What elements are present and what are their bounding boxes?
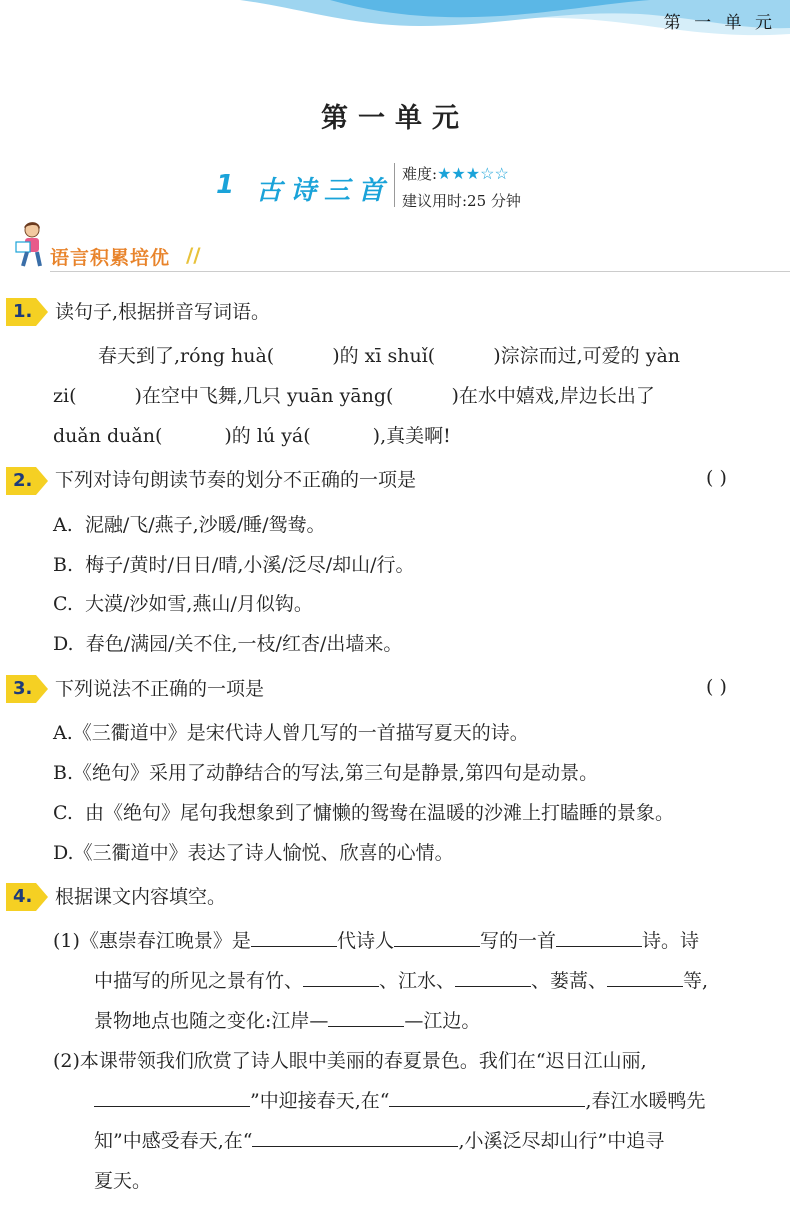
q2-stem: 下列对诗句朗读节奏的划分不正确的一项是	[55, 469, 417, 491]
q4-part2-line1: (2)本课带领我们欣赏了诗人眼中美丽的春夏景色。我们在“迟日江山丽,	[53, 1050, 647, 1072]
question-badge-1: 1.	[6, 298, 46, 326]
q3-option-d: D.《三衢道中》表达了诗人愉悦、欣喜的心情。	[53, 842, 454, 864]
fill-blank[interactable]	[607, 968, 683, 987]
corner-unit-label: 第 一 单 元	[663, 13, 776, 33]
q4-part1-line1: (1)《惠崇春江晚景》是 代诗人 写的一首 诗。诗	[53, 930, 699, 952]
suggested-time: 建议用时:25 分钟	[402, 192, 521, 210]
q4-stem: 根据课文内容填空。	[55, 886, 227, 908]
fill-blank[interactable]	[94, 1088, 250, 1107]
question-badge-3: 3.	[6, 675, 46, 703]
difficulty-label: 难度:	[402, 165, 438, 183]
reading-girl-icon	[8, 220, 52, 270]
section-title: 语言积累培优	[50, 247, 171, 269]
q2-option-a: A. 泥融/飞/燕子,沙暖/睡/鸳鸯。	[53, 514, 326, 536]
q2-option-b: B. 梅子/黄时/日日/晴,小溪/泛尽/却山/行。	[53, 554, 415, 576]
lesson-title: 古诗三首	[256, 176, 393, 206]
q1-line1: 春天到了,róng huà( )的 xī shuǐ( )淙淙而过,可爱的 yàn	[98, 345, 681, 367]
section-slash-decoration: //	[186, 243, 201, 267]
q3-answer-paren: ( )	[706, 676, 727, 698]
difficulty-stars: ★★★☆☆	[437, 164, 509, 183]
question-badge-2: 2.	[6, 467, 46, 495]
q4-part2-line4: 夏天。	[94, 1170, 152, 1192]
question-badge-4: 4.	[6, 883, 46, 911]
lesson-number: 1	[216, 170, 235, 200]
q1-line2: zi( )在空中飞舞,几只 yuān yāng( )在水中嬉戏,岸边长出了	[53, 385, 655, 407]
q4-part2-line2: ”中迎接春天,在“ ,春江水暖鸭先	[94, 1088, 706, 1114]
fill-blank[interactable]	[303, 968, 379, 987]
q2-option-d: D. 春色/满园/关不住,一枝/红杏/出墙来。	[53, 633, 403, 655]
fill-blank[interactable]	[251, 928, 337, 947]
fill-blank[interactable]	[394, 928, 480, 947]
q1-line3: duǎn duǎn( )的 lú yá( ),真美啊!	[53, 425, 451, 447]
lesson-divider	[394, 163, 395, 207]
q4-part2-line3: 知”中感受春天,在“ ,小溪泛尽却山行”中追寻	[94, 1130, 665, 1152]
q1-stem: 读句子,根据拼音写词语。	[55, 301, 271, 323]
q3-option-c: C. 由《绝句》尾句我想象到了慵懒的鸳鸯在温暖的沙滩上打瞌睡的景象。	[53, 802, 675, 824]
q3-option-a: A.《三衢道中》是宋代诗人曾几写的一首描写夏天的诗。	[53, 722, 529, 744]
fill-blank[interactable]	[556, 928, 642, 947]
q4-part1-line3: 景物地点也随之变化:江岸— —江边。	[94, 1010, 481, 1032]
fill-blank[interactable]	[328, 1008, 404, 1027]
section-rule	[50, 271, 790, 272]
q2-answer-paren: ( )	[706, 467, 727, 489]
unit-title: 第一单元	[321, 103, 469, 134]
q3-stem: 下列说法不正确的一项是	[55, 678, 265, 700]
q4-part1-line2: 中描写的所见之景有竹、 、江水、 、蒌蒿、 等,	[94, 970, 709, 992]
q3-option-b: B.《绝句》采用了动静结合的写法,第三句是静景,第四句是动景。	[53, 762, 599, 784]
difficulty-row	[402, 163, 509, 184]
fill-blank[interactable]	[455, 968, 531, 987]
fill-blank[interactable]	[389, 1088, 585, 1107]
q2-option-c: C. 大漠/沙如雪,燕山/月似钩。	[53, 593, 313, 615]
fill-blank[interactable]	[252, 1128, 458, 1147]
